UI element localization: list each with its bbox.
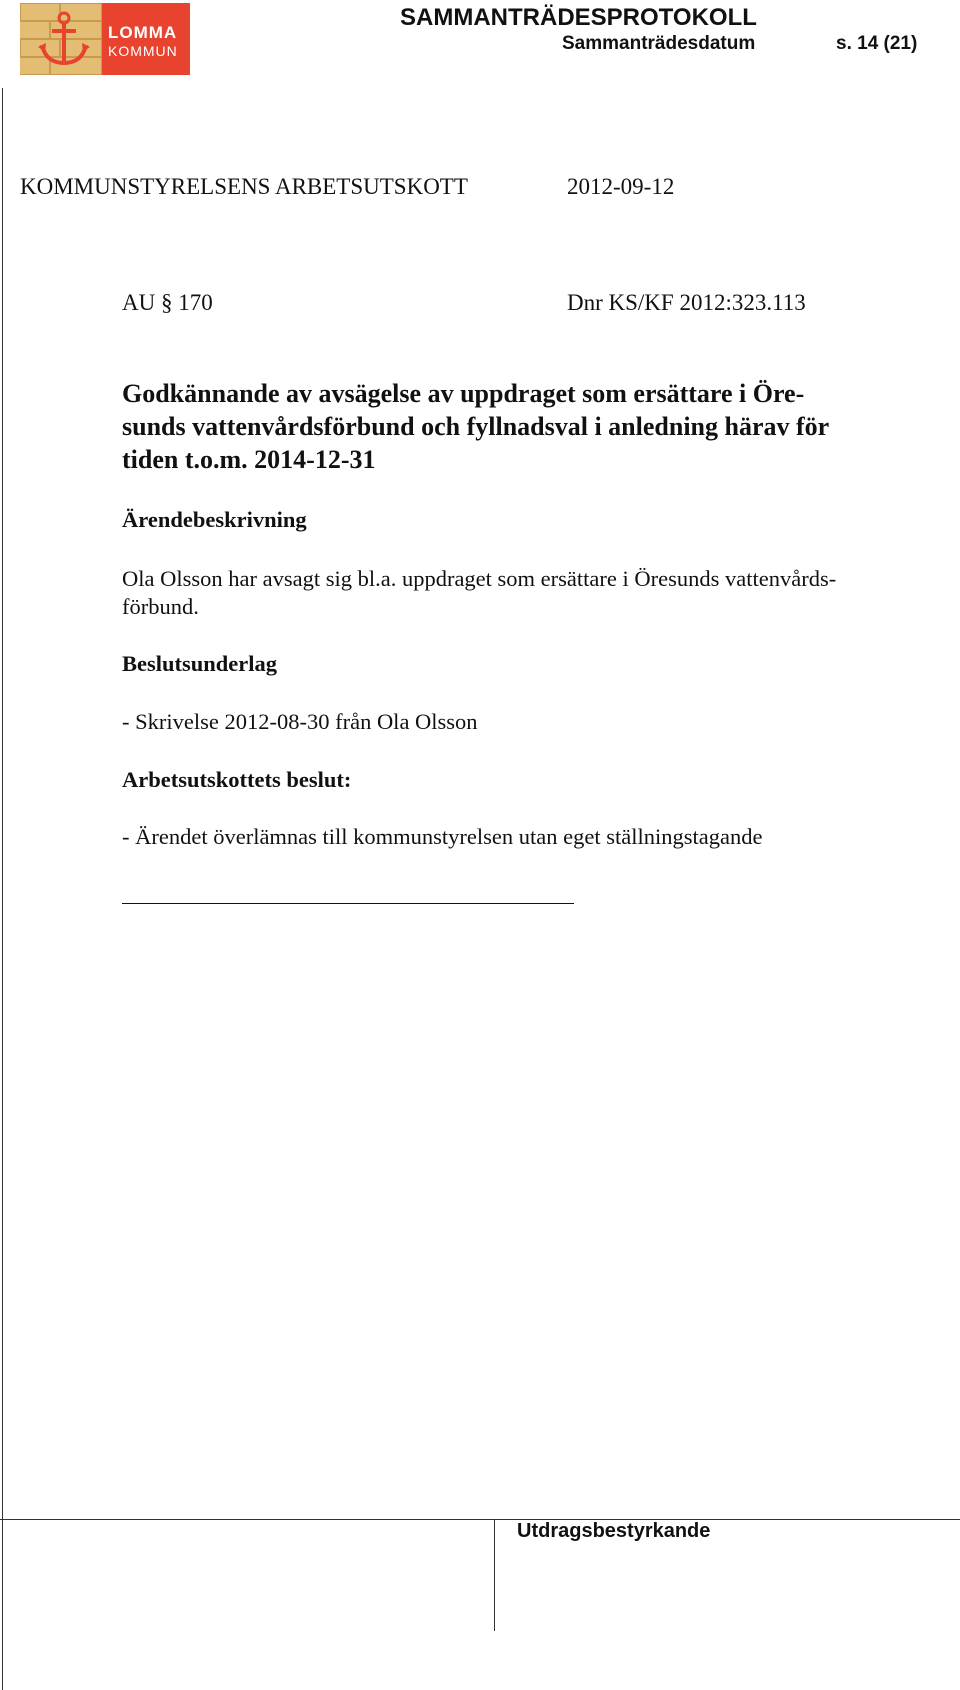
meeting-date: 2012-09-12	[567, 174, 675, 199]
certification-label: Utdragsbestyrkande	[517, 1520, 711, 1542]
footer-divider	[494, 1519, 495, 1631]
item-title-line: Godkännande av avsägelse av uppdraget som ersättare i Öre-	[122, 379, 805, 408]
item-title	[122, 377, 932, 476]
logo-text-kommun: KOMMUN	[108, 43, 178, 59]
description-line: förbund.	[122, 594, 199, 619]
basis-text: - Skrivelse 2012-08-30 från Ola Olsson	[122, 709, 478, 734]
description-heading: Ärendebeskrivning	[122, 507, 307, 532]
item-title-line: tiden t.o.m. 2014-12-31	[122, 445, 376, 474]
signature-rule	[122, 903, 574, 904]
committee-name: KOMMUNSTYRELSENS ARBETSUTSKOTT	[20, 174, 468, 199]
logo-text-lomma: LOMMA	[108, 23, 178, 42]
decision-text: - Ärendet överlämnas till kommunstyrelsen utan eget ställningstagande	[122, 824, 763, 849]
registration-number: Dnr KS/KF 2012:323.113	[567, 290, 806, 315]
document-type-title: SAMMANTRÄDESPROTOKOLL	[400, 4, 757, 31]
description-text	[122, 565, 932, 621]
item-title-line: sunds vattenvårdsförbund och fyllnadsval i anledning härav för	[122, 412, 830, 441]
anchor-icon	[34, 9, 94, 69]
left-margin-rule	[2, 88, 3, 1690]
lomma-kommun-logo	[20, 3, 190, 75]
description-line: Ola Olsson har avsagt sig bl.a. uppdraget som ersättare i Öresunds vattenvårds-	[122, 566, 837, 591]
meeting-date-label: Sammanträdesdatum	[562, 33, 756, 54]
footer-rule	[0, 1519, 960, 1520]
basis-heading: Beslutsunderlag	[122, 651, 278, 676]
decision-heading: Arbetsutskottets beslut:	[122, 767, 352, 792]
page-number: s. 14 (21)	[836, 33, 918, 54]
paragraph-number: AU § 170	[122, 290, 213, 315]
